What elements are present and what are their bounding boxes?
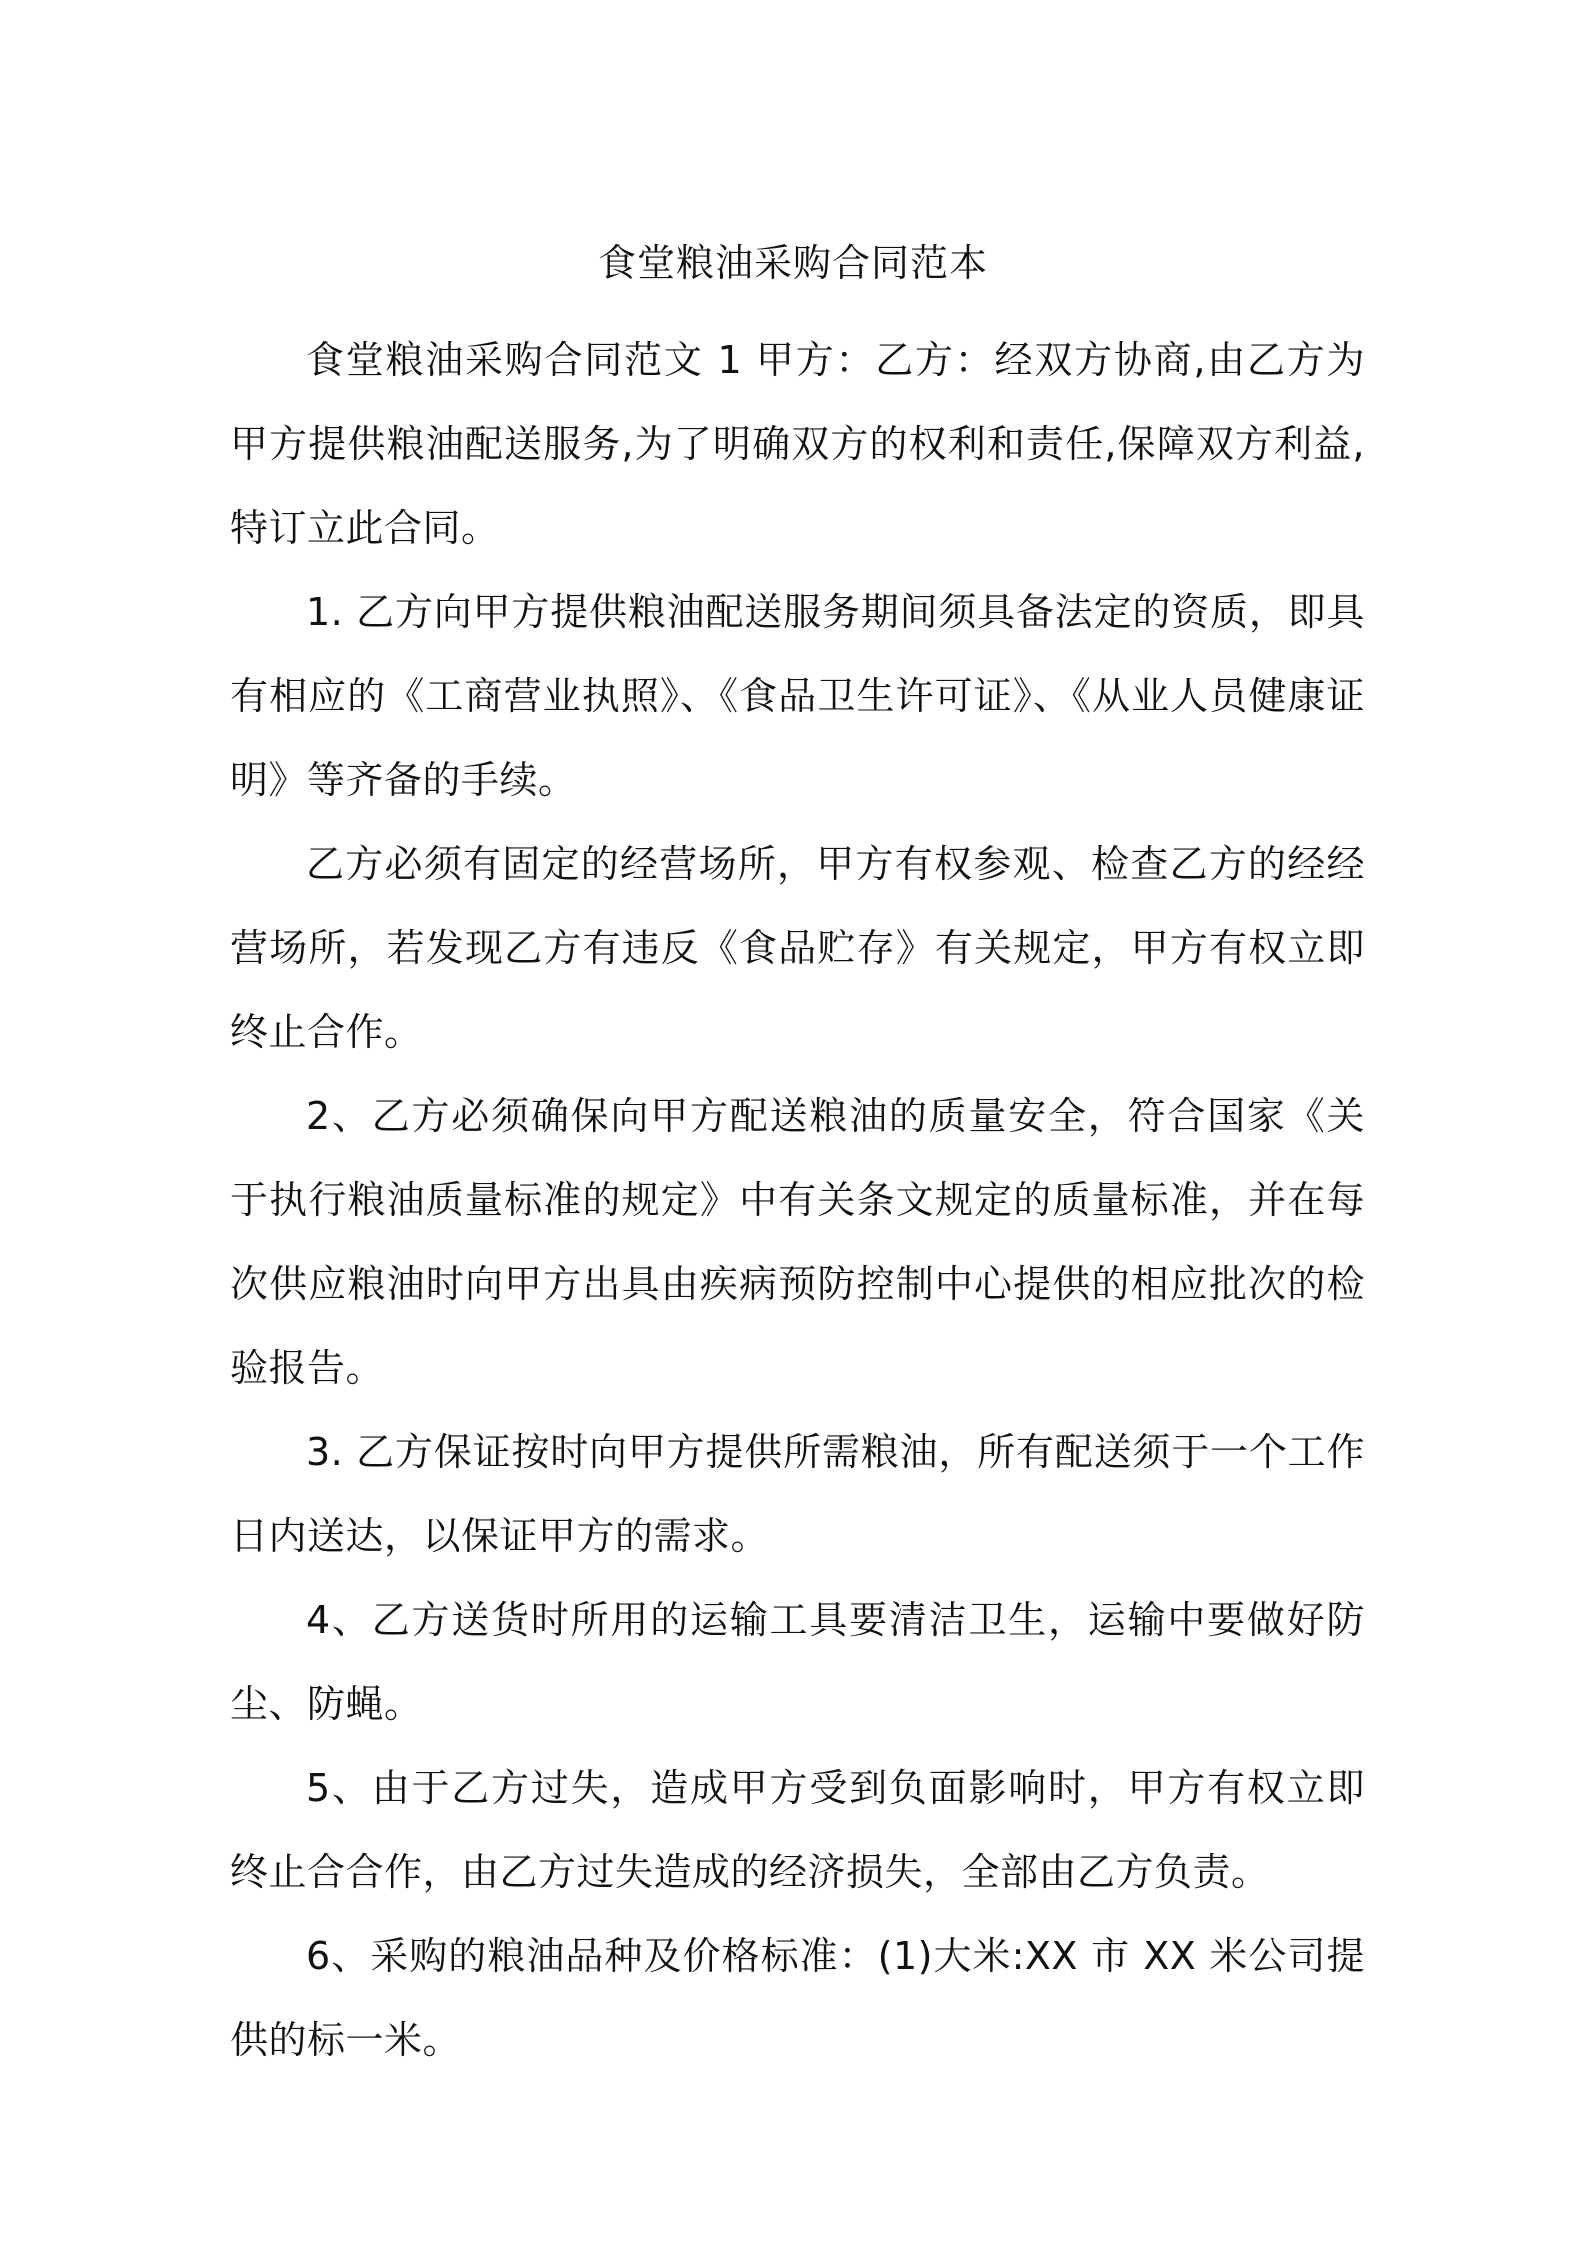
paragraph-clause-2: 2、乙方必须确保向甲方配送粮油的质量安全，符合国家《关于执行粮油质量标准的规定》中有关条文规定的质量标准，并在每次供应粮油时向甲方出具由疾病预防控制中心提供的相应批次的检验报告。 bbox=[230, 1094, 1365, 1390]
document-body bbox=[230, 318, 1365, 2082]
paragraph-clause-4: 4、乙方送货时所用的运输工具要清洁卫生，运输中要做好防尘、防蝇。 bbox=[230, 1598, 1365, 1726]
paragraph-clause-1: 1. 乙方向甲方提供粮油配送服务期间须具备法定的资质，即具有相应的《工商营业执照》、《食品卫生许可证》、《从业人员健康证明》等齐备的手续。 bbox=[230, 590, 1365, 802]
document-title: 食堂粮油采购合同范本 bbox=[597, 241, 988, 285]
paragraph-clause-3: 3. 乙方保证按时向甲方提供所需粮油，所有配送须于一个工作日内送达，以保证甲方的需求。 bbox=[230, 1430, 1365, 1558]
paragraph-clause-1-premises: 乙方必须有固定的经营场所，甲方有权参观、检查乙方的经经营场所，若发现乙方有违反《食品贮存》有关规定，甲方有权立即终止合作。 bbox=[230, 842, 1365, 1054]
paragraph-intro: 食堂粮油采购合同范文 1 甲方：乙方：经双方协商,由乙方为甲方提供粮油配送服务,为了明确双方的权利和责任,保障双方利益,特订立此合同。 bbox=[230, 338, 1365, 550]
paragraph-clause-6: 6、采购的粮油品种及价格标准：(1)大米:XX 市 XX 米公司提供的标一米。 bbox=[230, 1934, 1365, 2062]
paragraph-clause-5: 5、由于乙方过失，造成甲方受到负面影响时，甲方有权立即终止合合作，由乙方过失造成的经济损失，全部由乙方负责。 bbox=[230, 1766, 1365, 1894]
